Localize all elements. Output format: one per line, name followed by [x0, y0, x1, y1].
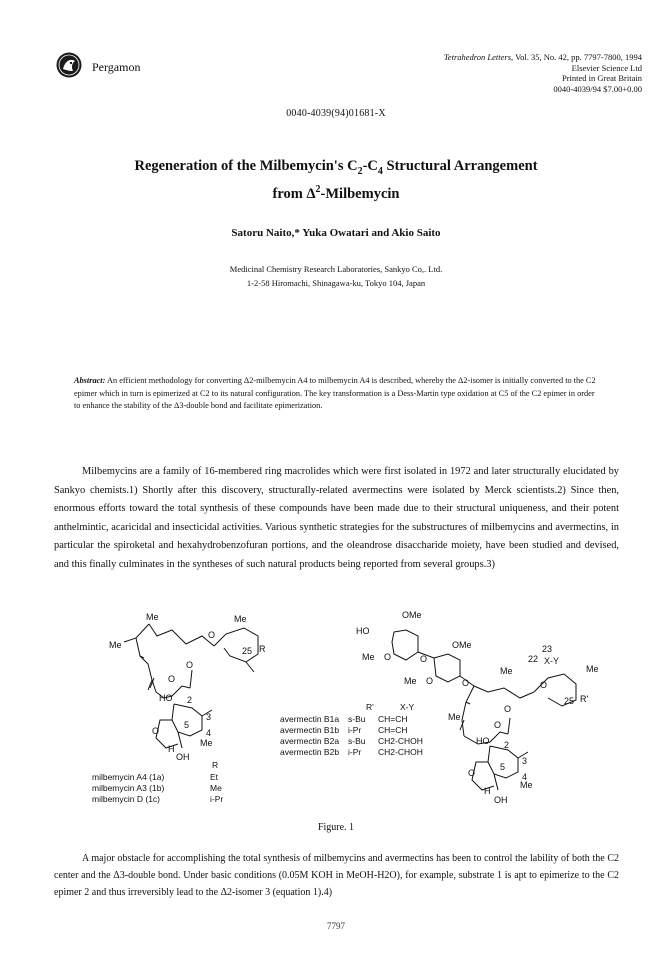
label-4: 4	[206, 728, 212, 738]
label-o: O	[208, 630, 216, 640]
label-ho: HO	[356, 626, 370, 636]
affiliation-line2: 1-2-58 Hiromachi, Shinagawa-ku, Tokyo 104, Japan	[246, 278, 426, 288]
label-25: 25	[242, 646, 253, 656]
label-2: 2	[504, 740, 510, 750]
abstract	[74, 375, 600, 413]
label-xy: X-Y	[544, 656, 560, 666]
label-me: Me	[200, 738, 213, 748]
label-o: O	[494, 720, 502, 730]
table-header-r: R	[212, 760, 219, 770]
journal-publisher: Elsevier Science Ltd	[571, 62, 642, 73]
compound-r: i-Pr	[348, 725, 362, 735]
journal-volume: , Vol. 35, No. 42, pp. 7797-7800, 1994	[511, 52, 642, 62]
label-oh: OH	[176, 752, 190, 762]
doi: 0040-4039(94)01681-X	[286, 108, 386, 119]
journal-printed: Printed in Great Britain	[561, 73, 642, 83]
figure-caption: Figure. 1	[317, 822, 355, 833]
label-22: 22	[528, 654, 539, 664]
compound-name: avermectin B1b	[280, 725, 340, 735]
label-h: H	[484, 786, 491, 796]
label-me: Me	[146, 612, 159, 622]
page-number: 7797	[327, 921, 345, 931]
label-o: O	[384, 652, 392, 662]
label-3: 3	[522, 756, 528, 766]
table-header-xy: X-Y	[400, 702, 415, 712]
compound-name: avermectin B2b	[280, 747, 340, 757]
label-oh: OH	[494, 795, 508, 805]
journal-code: 0040-4039/94 $7.00+0.00	[553, 83, 642, 94]
label-o: O	[468, 768, 476, 778]
compound-r: Et	[210, 772, 219, 782]
abstract-text: An efficient methodology for converting Δ2-milbemycin A4 to milbemycin A4 is described, whereby the Δ2-isomer is initially converted to the C2 epimer which in turn is epimerized at C2 to its natural configuration. The key transformation is a Dess-Martin type oxidation at C5 of the C2 epimer in order to enhance the stability of the Δ3-double bond and facilitate epimerization.	[74, 376, 596, 410]
publisher-name: Pergamon	[92, 60, 141, 74]
compound-r: s-Bu	[348, 714, 366, 724]
affiliation	[0, 262, 672, 290]
label-o: O	[426, 676, 434, 686]
label-ho: HO	[159, 693, 173, 703]
compound-name: milbemycin A3 (1b)	[92, 783, 165, 793]
label-me: Me	[109, 640, 122, 650]
label-25: 25	[564, 696, 575, 706]
label-ome: OMe	[452, 640, 472, 650]
label-me: Me	[404, 676, 417, 686]
compound-name: milbemycin A4 (1a)	[92, 772, 165, 782]
label-me: Me	[448, 712, 461, 722]
compound-r: i-Pr	[210, 794, 224, 804]
label-o: O	[540, 680, 548, 690]
journal-info	[362, 52, 642, 94]
label-5: 5	[184, 720, 190, 730]
label-o: O	[152, 726, 160, 736]
label-3: 3	[206, 712, 212, 722]
second-text: A major obstacle for accomplishing the total synthesis of milbemycins and avermectins has been to control the lability of both the C2 center and the Δ3-double bond. Under basic conditions (0.05M KOH in MeOH-H2O), for example, substrate 1 is apt to epimerize to the C2 epimer 2 and thus irreversibly lead to the Δ2-isomer 3 (equation 1).4)	[54, 853, 619, 898]
label-23: 23	[542, 644, 553, 654]
label-r: R	[259, 644, 266, 654]
journal-name: Tetrahedron Letters	[443, 52, 512, 62]
label-me: Me	[586, 664, 599, 674]
compound-name: avermectin B1a	[280, 714, 340, 724]
compound-xy: CH2-CHOH	[378, 747, 423, 757]
label-h: H	[168, 744, 175, 754]
label-me: Me	[362, 652, 375, 662]
label-rprime: R'	[580, 694, 589, 704]
compound-name: avermectin B2a	[280, 736, 340, 746]
label-me: Me	[500, 666, 513, 676]
label-ho: HO	[476, 736, 490, 746]
authors: Satoru Naito,* Yuka Owatari and Akio Saito	[231, 227, 441, 239]
label-o: O	[420, 654, 428, 664]
intro-text: Milbemycins are a family of 16-membered ring macrolides which were first isolated in 1972 and later structurally elucidated by Sankyo chemists.1) Shortly after this discovery, structurally-related avermectins were isolated by Merck scientists.2) Since then, enormous efforts toward the total synthesis of these compounds have been made due to their structural uniqueness, and their potent anthelmintic, acaricidal and insecticidal activities. Various synthetic strategies for the substructures of milbemycins and avermectins, in particular the spiroketal and hexahydrobenzofuran portions, and the oleandrose disaccharide moiety, have been studied and devised, and this finally culminates in the syntheses of such natural products being reported from several groups.3)	[54, 466, 619, 570]
affiliation-line1: Medicinal Chemistry Research Laboratories, Sankyo Co,. Ltd.	[229, 264, 443, 274]
second-paragraph	[54, 850, 619, 901]
structures-figure	[54, 608, 619, 808]
label-o: O	[462, 678, 470, 688]
intro-paragraph	[54, 463, 619, 574]
compound-xy: CH=CH	[378, 714, 408, 724]
label-me: Me	[520, 780, 533, 790]
compound-xy: CH=CH	[378, 725, 408, 735]
compound-name: milbemycin D (1c)	[92, 794, 161, 804]
label-o: O	[186, 660, 194, 670]
table-header-rprime: R'	[366, 702, 374, 712]
compound-r: i-Pr	[348, 747, 362, 757]
label-me: Me	[234, 614, 247, 624]
publisher-logo-icon	[56, 52, 82, 78]
label-2: 2	[187, 695, 193, 705]
label-ome: OMe	[402, 610, 422, 620]
compound-xy: CH2-CHOH	[378, 736, 423, 746]
compound-r: s-Bu	[348, 736, 366, 746]
paper-title: Regeneration of the Milbemycin's $C_2-C_4$ Structural Arrangement from $\Delta^2$-Milbemycin	[134, 158, 538, 202]
label-o: O	[168, 674, 176, 684]
label-5: 5	[500, 762, 506, 772]
label-o: O	[504, 704, 512, 714]
compound-r: Me	[210, 783, 222, 793]
label-4: 4	[522, 772, 528, 782]
abstract-label: Abstract:	[74, 376, 106, 385]
